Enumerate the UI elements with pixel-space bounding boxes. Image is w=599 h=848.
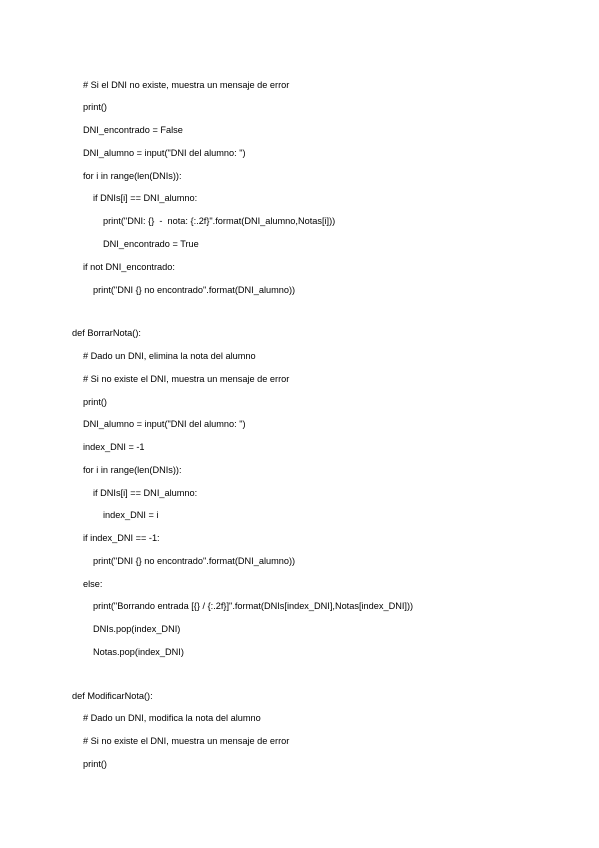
code-line: if not DNI_encontrado:: [83, 262, 175, 272]
code-line: for i in range(len(DNIs)):: [83, 171, 182, 181]
code-line: print(): [83, 397, 107, 407]
code-line: DNI_alumno = input("DNI del alumno: "): [83, 419, 246, 429]
code-line: # Si el DNI no existe, muestra un mensaje de error: [83, 80, 290, 90]
code-line: # Si no existe el DNI, muestra un mensaje de error: [83, 374, 290, 384]
code-line: else:: [83, 579, 103, 589]
code-line: index_DNI = -1: [83, 442, 145, 452]
code-line: for i in range(len(DNIs)):: [83, 465, 182, 475]
function-definition: def BorrarNota():: [72, 328, 141, 338]
code-line: # Si no existe el DNI, muestra un mensaje de error: [83, 736, 290, 746]
code-line: if index_DNI == -1:: [83, 533, 160, 543]
code-line: print(): [83, 102, 107, 112]
code-line: print(): [83, 759, 107, 769]
code-line: DNIs.pop(index_DNI): [93, 624, 181, 634]
code-line: index_DNI = i: [103, 510, 159, 520]
code-line: DNI_encontrado = False: [83, 125, 183, 135]
code-line: if DNIs[i] == DNI_alumno:: [93, 488, 198, 498]
code-line: Notas.pop(index_DNI): [93, 647, 184, 657]
code-line: print("DNI {} no encontrado".format(DNI_alumno)): [93, 285, 296, 295]
code-line: # Dado un DNI, elimina la nota del alumno: [83, 351, 256, 361]
code-line: DNI_encontrado = True: [103, 239, 199, 249]
code-line: print("DNI {} no encontrado".format(DNI_alumno)): [93, 556, 296, 566]
code-line: # Dado un DNI, modifica la nota del alumno: [83, 713, 261, 723]
function-definition: def ModificarNota():: [72, 691, 153, 701]
code-line: print("DNI: {} - nota: {:.2f}".format(DNI_alumno,Notas[i])): [103, 216, 336, 226]
code-line: DNI_alumno = input("DNI del alumno: "): [83, 148, 246, 158]
code-line: if DNIs[i] == DNI_alumno:: [93, 193, 198, 203]
code-line: print("Borrando entrada [{} / {:.2f}]".format(DNIs[index_DNI],Notas[index_DNI])): [93, 601, 414, 611]
